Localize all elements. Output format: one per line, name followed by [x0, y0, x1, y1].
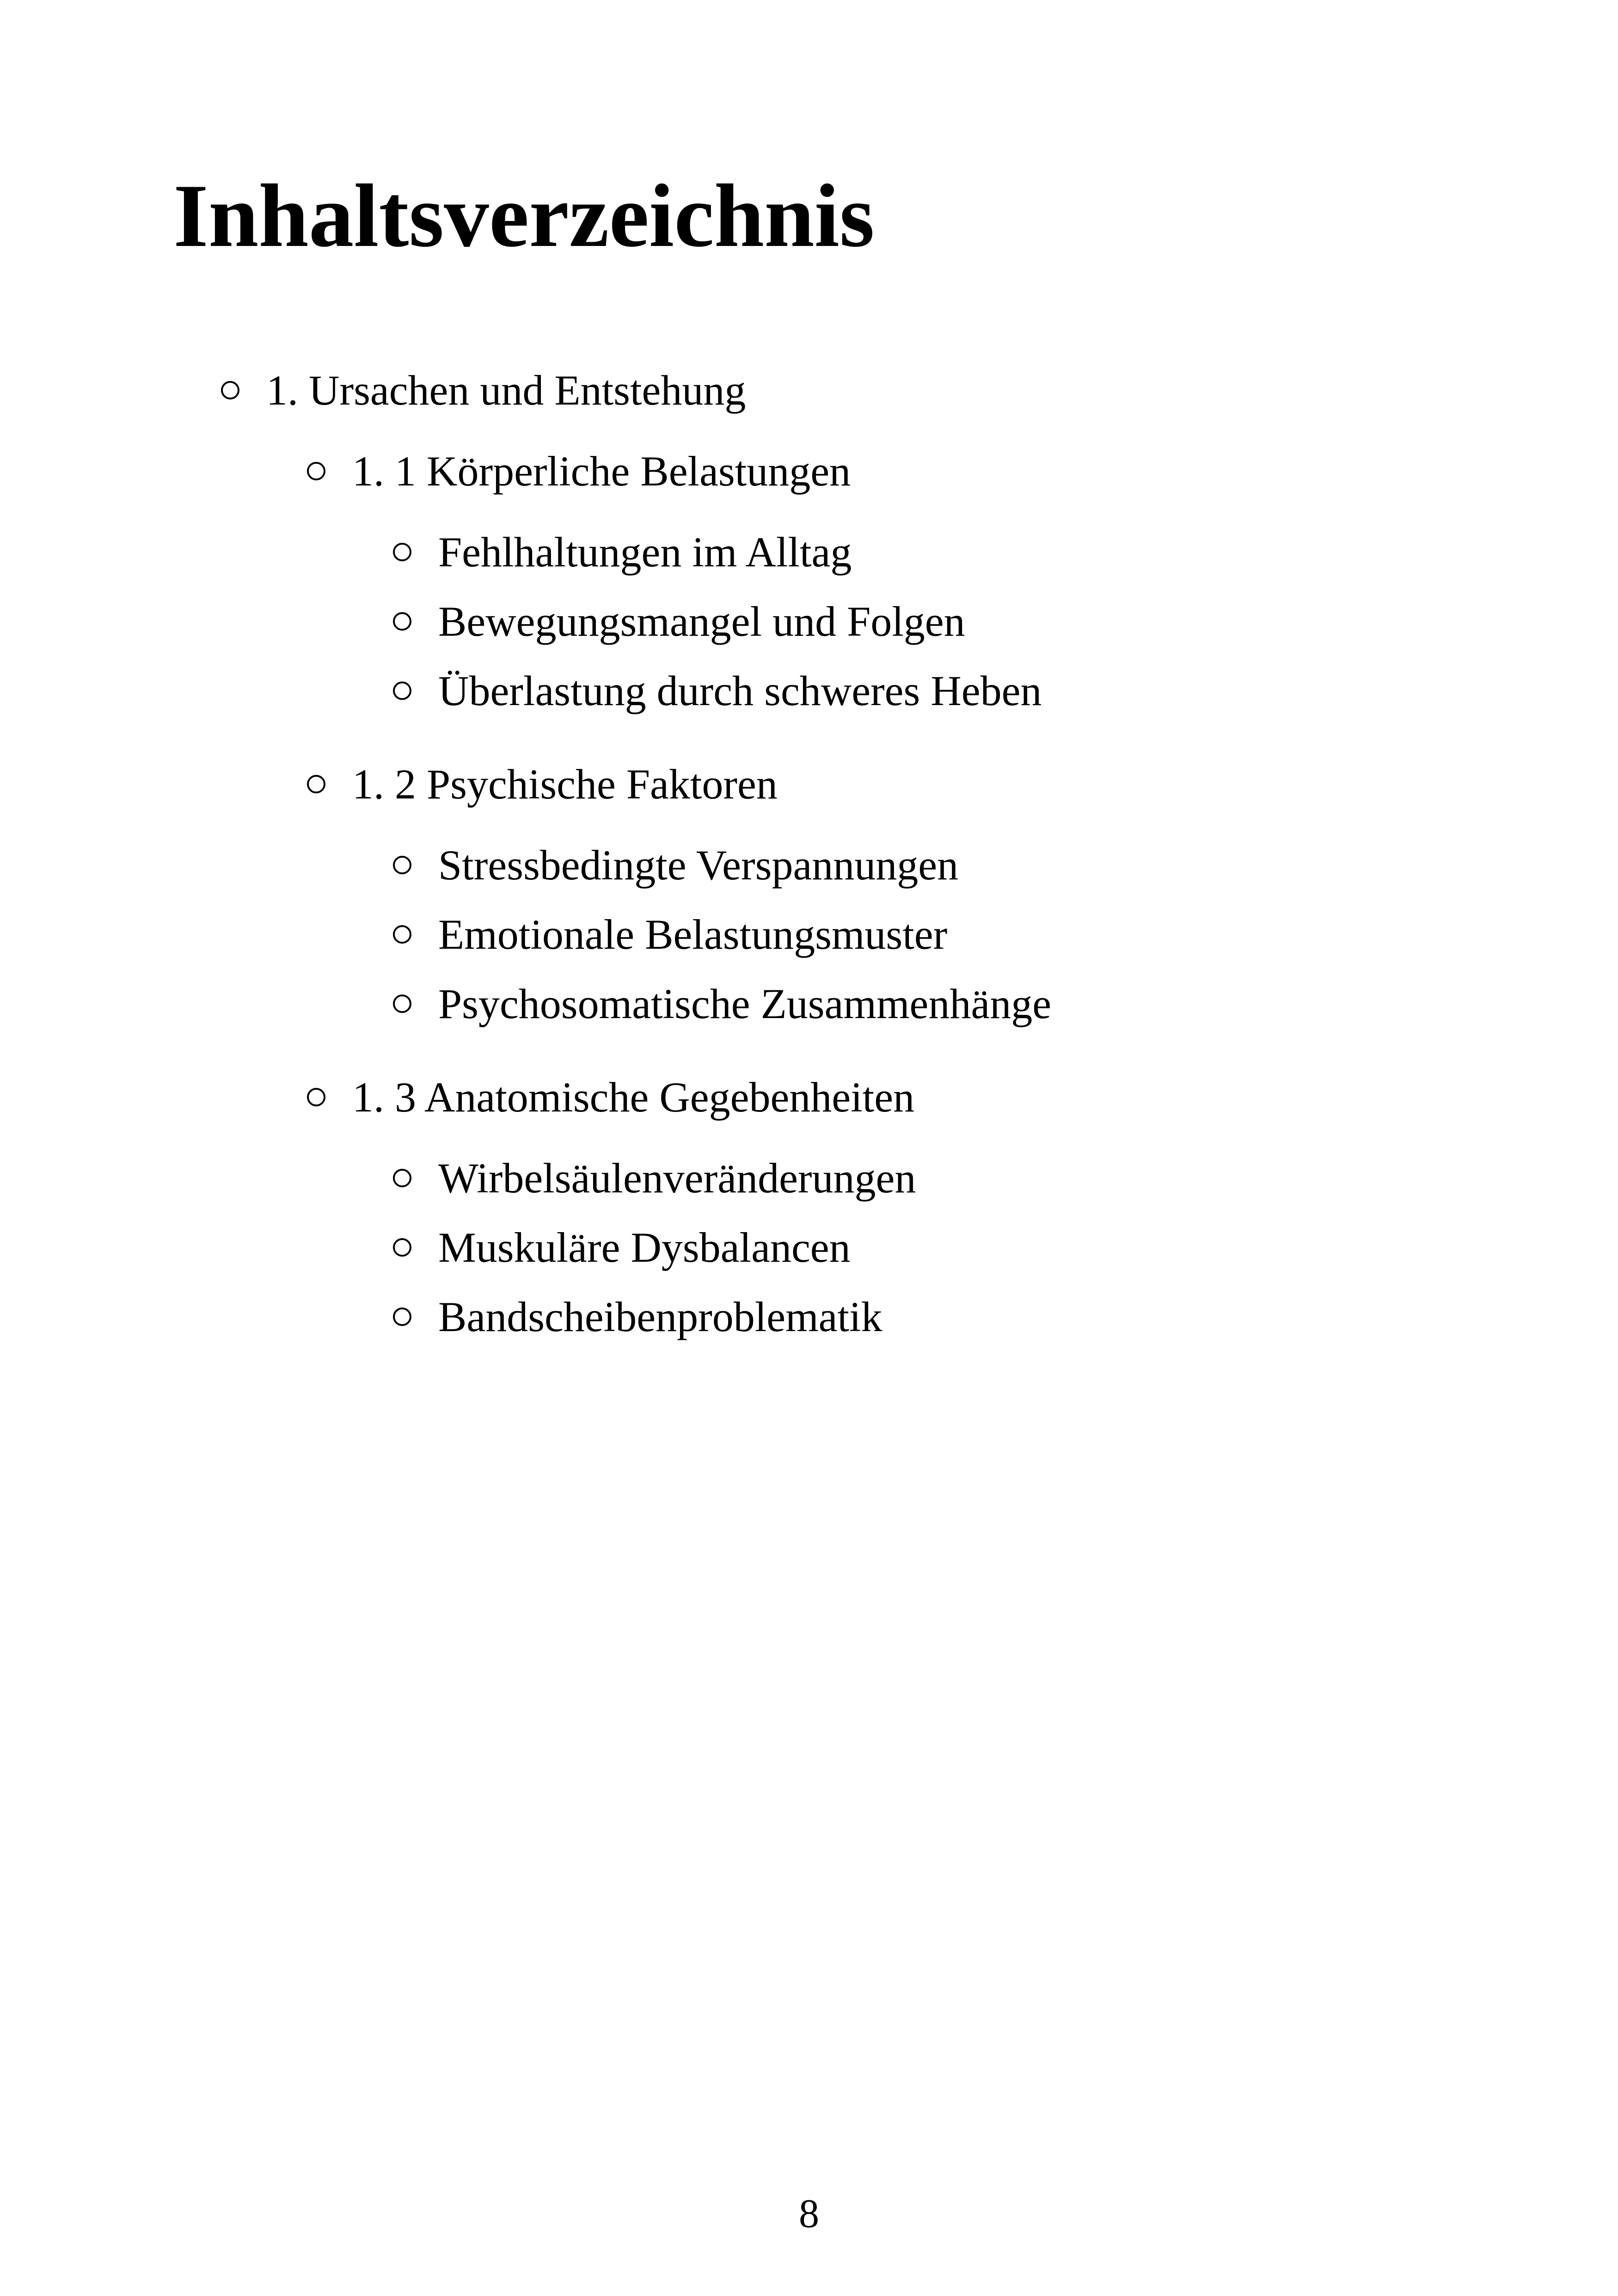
toc-chapter-1[interactable]	[221, 367, 746, 414]
toc-section-1-2[interactable]	[307, 761, 778, 808]
toc-entry[interactable]	[393, 600, 965, 643]
circle-outline-icon	[221, 381, 239, 399]
toc-entry-label: Fehlhaltungen im Alltag	[438, 528, 852, 576]
toc-entry[interactable]	[393, 1226, 851, 1269]
circle-outline-icon	[393, 612, 411, 631]
toc-entry-label: Muskuläre Dysbalancen	[438, 1224, 851, 1271]
circle-outline-icon	[393, 681, 411, 700]
circle-outline-icon	[393, 925, 411, 944]
circle-outline-icon	[393, 856, 411, 874]
toc-entry[interactable]	[393, 982, 1051, 1025]
toc-entry-label: Emotionale Belastungsmuster	[438, 911, 948, 958]
toc-section-1-1[interactable]	[307, 448, 851, 495]
toc-entry-label: Psychosomatische Zusammenhänge	[438, 980, 1052, 1027]
circle-outline-icon	[393, 1238, 411, 1257]
toc-entry-label: Stressbedingte Verspannungen	[438, 841, 959, 889]
toc-entry[interactable]	[393, 669, 1042, 712]
toc-section-label: 1. 1 Körperliche Belastungen	[352, 448, 851, 495]
circle-outline-icon	[307, 1088, 325, 1106]
toc-entry-label: Überlastung durch schweres Heben	[438, 667, 1042, 714]
toc-entry[interactable]	[393, 1295, 883, 1338]
toc-entry[interactable]	[393, 841, 959, 889]
toc-entry[interactable]	[393, 1154, 916, 1202]
circle-outline-icon	[393, 995, 411, 1013]
toc-section-1-3[interactable]	[307, 1074, 915, 1121]
toc-entry-label: Bewegungsmangel und Folgen	[438, 598, 965, 645]
toc-section-label: 1. 2 Psychische Faktoren	[352, 761, 778, 808]
toc-entry[interactable]	[393, 913, 947, 956]
toc-entry[interactable]	[393, 528, 852, 576]
toc-entry-label: Bandscheibenproblematik	[438, 1293, 883, 1340]
circle-outline-icon	[393, 1308, 411, 1326]
page-number: 8	[799, 2192, 819, 2236]
circle-outline-icon	[307, 462, 325, 480]
page-title: Inhaltsverzeichnis	[173, 166, 875, 266]
toc-section-label: 1. 3 Anatomische Gegebenheiten	[352, 1074, 915, 1121]
circle-outline-icon	[393, 543, 411, 561]
circle-outline-icon	[393, 1169, 411, 1187]
toc-chapter-label: 1. Ursachen und Entstehung	[266, 367, 746, 414]
toc-entry-label: Wirbelsäulenveränderungen	[438, 1154, 916, 1202]
circle-outline-icon	[307, 775, 325, 793]
